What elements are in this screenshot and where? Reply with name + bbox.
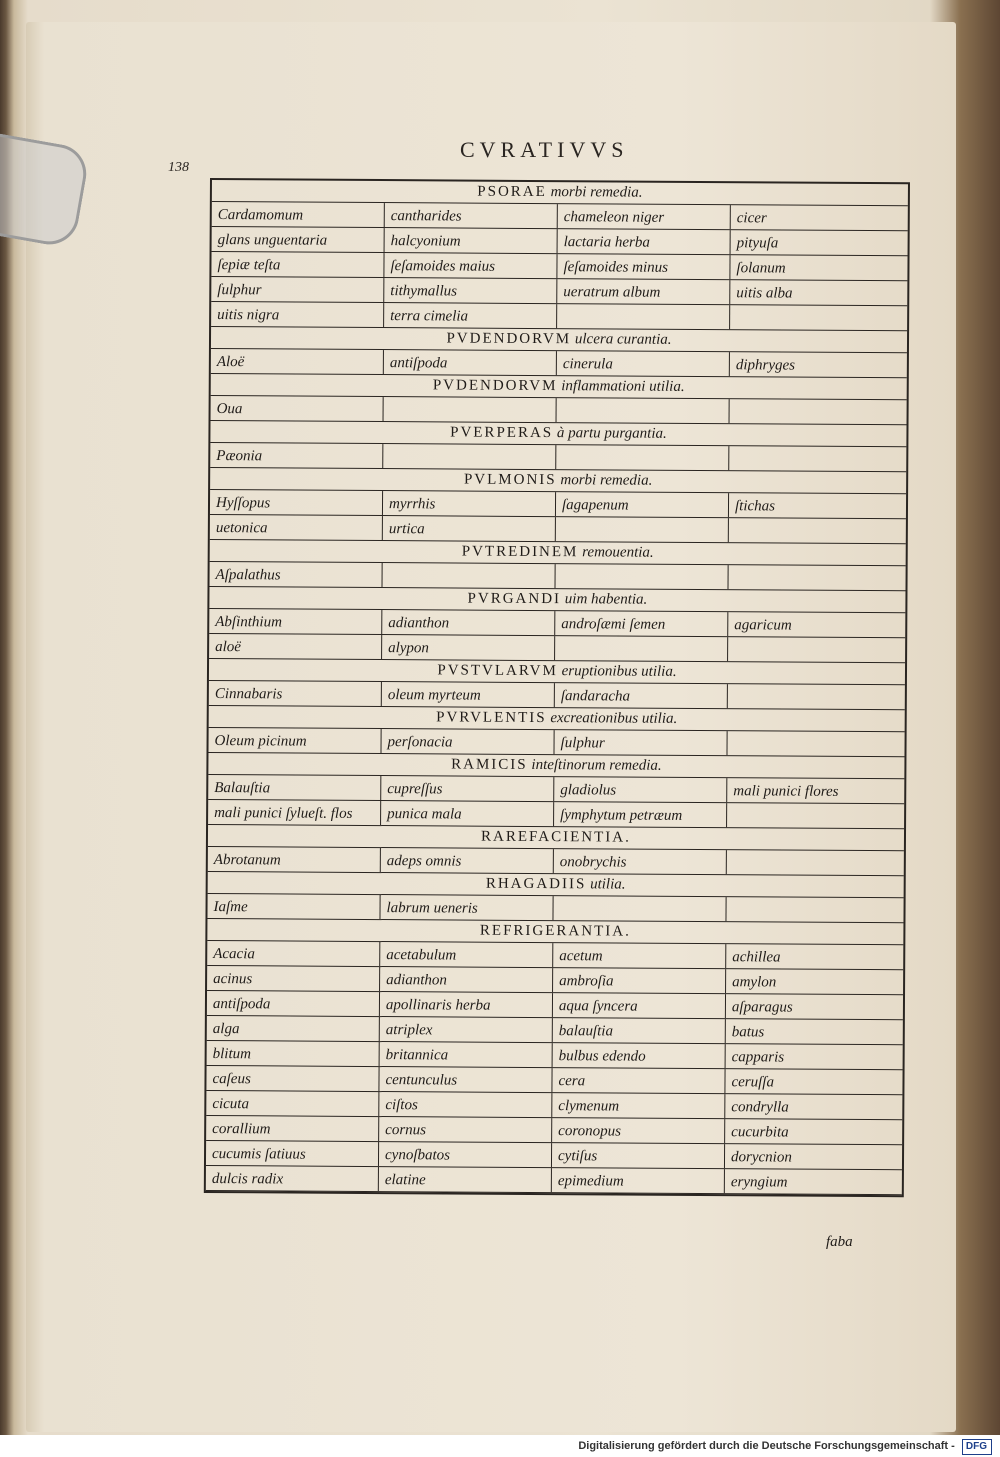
table-cell: adianthon — [382, 610, 555, 635]
table-cell: punica mala — [381, 801, 554, 826]
table-cell — [556, 517, 729, 542]
table-cell: Oleum picinum — [208, 728, 381, 753]
section-heading-caps: PVDENDORVM — [432, 377, 558, 395]
table-row — [206, 1166, 902, 1195]
table-cell: Acacia — [207, 941, 380, 966]
table-cell: cynoſbatos — [379, 1142, 552, 1167]
table-cell: ſeſamoides minus — [557, 254, 730, 279]
table-cell: apollinaris herba — [380, 992, 553, 1017]
table-cell: Aloë — [211, 349, 384, 374]
table-cell: labrum ueneris — [380, 895, 553, 920]
table-cell: tithymallus — [384, 278, 557, 303]
table-cell: ceruſſa — [731, 1074, 775, 1091]
table-cell: ſulphur — [554, 730, 727, 755]
table-cell: agaricum — [734, 617, 792, 634]
digitization-footer — [0, 1435, 1000, 1457]
table-cell: lactaria herba — [558, 229, 731, 254]
table-cell: capparis — [731, 1049, 785, 1066]
table-cell: ſolanum — [736, 260, 786, 277]
table-cell: Abrotanum — [208, 847, 381, 872]
table-cell: bulbus edendo — [553, 1043, 726, 1068]
section-heading-caps: RAMICIS — [451, 756, 528, 773]
table-cell: aqua ſyncera — [553, 993, 726, 1018]
table-cell — [555, 636, 728, 661]
table-cell: coronopus — [552, 1118, 725, 1143]
table-cell: cucurbita — [731, 1124, 789, 1141]
table-cell: ſulphur — [211, 277, 384, 302]
table-cell — [730, 399, 886, 424]
section-heading-caps: PVSTVLARVM — [437, 662, 558, 680]
table-cell: acetabulum — [380, 942, 553, 967]
table-cell: uitis alba — [736, 285, 793, 302]
table-cell: antiſpoda — [384, 350, 557, 375]
table-cell: balauſtia — [553, 1018, 726, 1043]
table-cell — [726, 897, 882, 922]
table-cell: mali punici ſylueſt. flos — [208, 800, 381, 825]
table-cell: ſeſamoides maius — [384, 253, 557, 278]
table-cell: uitis nigra — [211, 302, 384, 327]
section-heading-subtitle: inteſtinorum remedia. — [531, 756, 662, 774]
table-cell: alga — [207, 1016, 380, 1041]
table-cell: ſandaracha — [555, 683, 728, 708]
table-cell: cytiſus — [552, 1143, 725, 1168]
table-cell — [729, 518, 885, 543]
table-cell: ſtichas — [734, 498, 776, 515]
page-number: 138 — [168, 160, 189, 175]
footer-text: Digitalisierung gefördert durch die Deutsche Forschungsgemeinschaft - — [578, 1440, 955, 1452]
section-heading-caps: PVLMONIS — [463, 471, 557, 489]
remedy-table — [204, 178, 910, 1197]
table-cell: urtica — [383, 516, 556, 541]
table-cell: pityuſa — [736, 235, 779, 252]
table-cell: androſæmi ſemen — [555, 611, 728, 636]
table-cell: uetonica — [210, 515, 383, 540]
running-head: CVRATIVVS — [460, 137, 629, 162]
table-cell: terra cimelia — [384, 303, 557, 328]
table-cell — [728, 684, 884, 709]
section-heading-subtitle: remouentia. — [582, 544, 654, 561]
table-cell: cupreſſus — [381, 776, 554, 801]
table-cell: cornus — [379, 1117, 552, 1142]
table-cell: aſparagus — [731, 999, 793, 1016]
section-heading-caps: PSORAE — [477, 183, 547, 201]
section-heading-subtitle: morbi remedia. — [550, 184, 643, 201]
section-heading-subtitle: uim habentia. — [564, 591, 648, 608]
table-cell: Aſpalathus — [210, 562, 383, 587]
section-heading-caps: REFRIGERANTIA. — [479, 922, 631, 940]
table-cell — [383, 563, 556, 588]
dfg-logo-icon: DFG — [962, 1439, 992, 1455]
table-cell: atriplex — [380, 1017, 553, 1042]
table-cell: corallium — [206, 1116, 379, 1141]
table-cell: dulcis radix — [206, 1166, 379, 1191]
table-cell: onobrychis — [554, 849, 727, 874]
table-cell: cucumis ſatiuus — [206, 1141, 379, 1166]
section-heading-caps: PVRGANDI — [467, 590, 562, 608]
table-cell: ciſtos — [379, 1092, 552, 1117]
table-cell: Iaſme — [207, 894, 380, 919]
section-heading-subtitle: excreationibus utilia. — [550, 710, 678, 727]
table-cell — [730, 305, 886, 330]
table-cell: Cinnabaris — [209, 681, 382, 706]
table-cell — [729, 446, 885, 471]
table-cell: Abſinthium — [209, 609, 382, 634]
table-cell: cinerula — [557, 351, 730, 376]
section-heading-caps: PVDENDORVM — [446, 330, 572, 348]
table-cell: eryngium — [730, 1174, 788, 1191]
section-heading-subtitle: ulcera curantia. — [574, 331, 672, 348]
table-cell — [556, 445, 729, 470]
section-heading-subtitle: morbi remedia. — [560, 472, 653, 489]
table-cell: acetum — [553, 943, 726, 968]
table-cell: condrylla — [731, 1099, 789, 1116]
section-heading-subtitle: à partu purgantia. — [556, 425, 667, 442]
table-cell: diphryges — [735, 357, 796, 374]
table-cell: ſymphytum petræum — [554, 802, 727, 827]
table-cell: aloë — [209, 634, 382, 659]
table-cell: oleum myrteum — [382, 682, 555, 707]
table-cell: dorycnion — [730, 1149, 792, 1166]
table-cell: halcyonium — [385, 228, 558, 253]
table-cell: blitum — [207, 1041, 380, 1066]
table-cell: britannica — [380, 1042, 553, 1067]
table-cell — [727, 850, 883, 875]
section-heading-caps: PVERPERAS — [450, 424, 554, 442]
table-cell: cicer — [736, 210, 767, 227]
table-cell — [384, 397, 557, 422]
table-cell: adianthon — [380, 967, 553, 992]
table-cell: Oua — [211, 396, 384, 421]
section-heading-subtitle: inflammationi utilia. — [561, 378, 685, 395]
table-cell: cantharides — [385, 203, 558, 228]
table-cell: chameleon niger — [558, 204, 731, 229]
table-cell: Hyſſopus — [210, 490, 383, 515]
table-cell — [557, 398, 730, 423]
table-cell: ambroſia — [553, 968, 726, 993]
table-cell: centunculus — [379, 1067, 552, 1092]
catchword: faba — [826, 1234, 853, 1250]
table-cell: amylon — [732, 974, 777, 991]
table-cell — [553, 896, 726, 921]
table-cell: cera — [552, 1068, 725, 1093]
table-cell — [556, 564, 729, 589]
table-cell: ueratrum album — [557, 279, 730, 304]
table-cell: batus — [731, 1024, 765, 1041]
table-cell: myrrhis — [383, 491, 556, 516]
section-heading-caps: RAREFACIENTIA. — [481, 828, 631, 846]
table-cell: caſeus — [206, 1066, 379, 1091]
table-cell: ſagapenum — [556, 492, 729, 517]
table-cell: epimedium — [552, 1168, 725, 1193]
table-cell: perſonacia — [381, 729, 554, 754]
table-cell: Cardamomum — [212, 202, 385, 227]
table-cell: glans unguentaria — [212, 227, 385, 252]
table-cell: antiſpoda — [207, 991, 380, 1016]
table-cell: acinus — [207, 966, 380, 991]
table-cell: cicuta — [206, 1091, 379, 1116]
table-cell — [728, 637, 884, 662]
table-cell — [727, 803, 883, 828]
table-cell: gladiolus — [554, 777, 727, 802]
section-heading-subtitle: eruptionibus utilia. — [561, 663, 677, 680]
table-cell: Pæonia — [210, 443, 383, 468]
table-cell: mali punici flores — [733, 783, 839, 800]
section-heading-caps: PVRVLENTIS — [436, 709, 547, 727]
section-heading-caps: PVTREDINEM — [461, 543, 579, 561]
table-cell — [383, 444, 556, 469]
section-heading-caps: RHAGADIIS — [485, 875, 587, 893]
table-cell: achillea — [732, 949, 781, 966]
table-cell: Balauſtia — [208, 775, 381, 800]
table-cell — [727, 731, 883, 756]
table-cell — [557, 304, 730, 329]
table-cell: ſepiæ teſta — [211, 252, 384, 277]
table-cell: clymenum — [552, 1093, 725, 1118]
section-heading-subtitle: utilia. — [590, 876, 626, 893]
table-cell: alypon — [382, 635, 555, 660]
table-cell: elatine — [379, 1167, 552, 1192]
table-cell — [728, 565, 884, 590]
table-cell: adeps omnis — [381, 848, 554, 873]
